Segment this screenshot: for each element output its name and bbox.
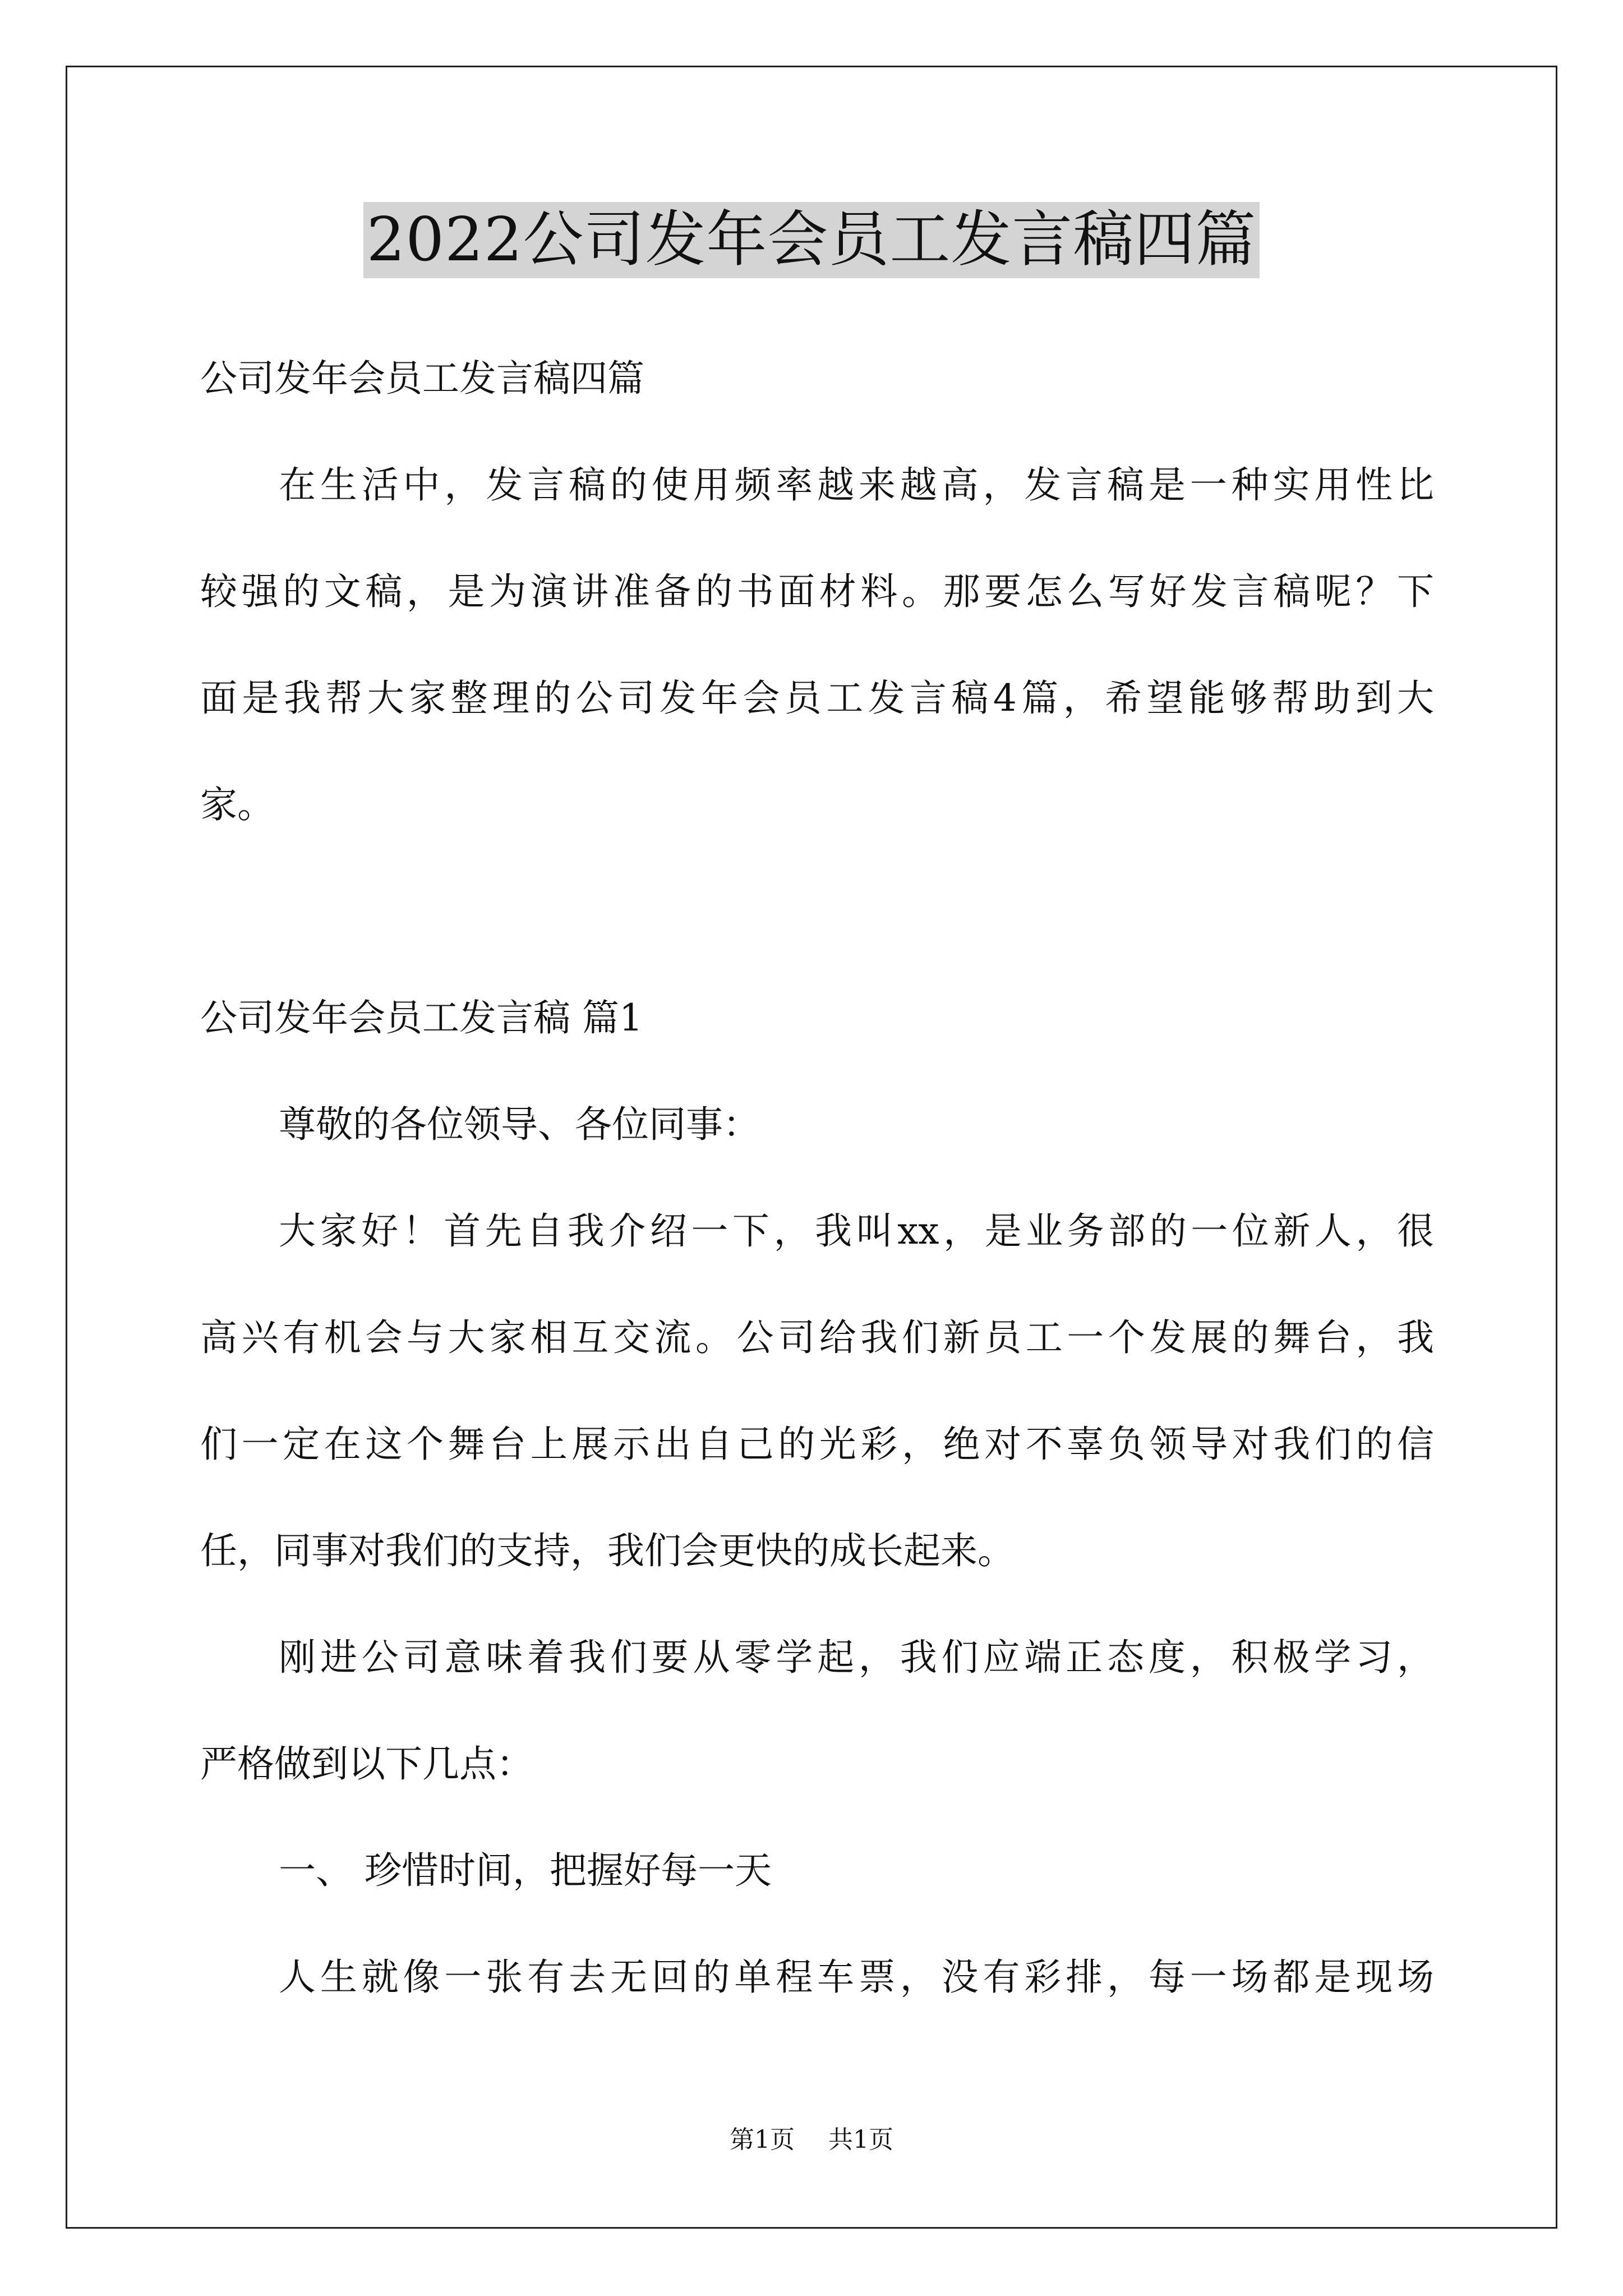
intro-line-4: 家。 xyxy=(200,783,274,826)
para1-line-3: 们一定在这个舞台上展示出自己的光彩，绝对不辜负领导对我们的信 xyxy=(200,1423,1434,1466)
intro-line-3: 面是我帮大家整理的公司发年会员工发言稿4篇，希望能够帮助到大 xyxy=(200,677,1434,720)
subtitle: 公司发年会员工发言稿四篇 xyxy=(200,357,644,400)
page-number: 第1页 xyxy=(730,2125,795,2154)
document-title: 2022公司发年会员工发言稿四篇 xyxy=(363,202,1260,278)
title-container xyxy=(0,202,1623,278)
greeting: 尊敬的各位领导、各位同事： xyxy=(279,1103,760,1146)
point-heading-1: 一、 珍惜时间，把握好每一天 xyxy=(279,1849,772,1892)
intro-line-2: 较强的文稿，是为演讲准备的书面材料。那要怎么写好发言稿呢？下 xyxy=(200,570,1434,613)
intro-line-1: 在生活中，发言稿的使用频率越来越高，发言稿是一种实用性比 xyxy=(279,463,1434,507)
para2-line-1: 刚进公司意味着我们要从零学起，我们应端正态度，积极学习， xyxy=(279,1636,1434,1679)
section-heading: 公司发年会员工发言稿 篇1 xyxy=(200,996,643,1039)
para1-line-2: 高兴有机会与大家相互交流。公司给我们新员工一个发展的舞台，我 xyxy=(200,1316,1434,1359)
para1-line-4: 任，同事对我们的支持，我们会更快的成长起来。 xyxy=(200,1529,1015,1572)
page-footer xyxy=(0,2123,1623,2157)
para3-line-1: 人生就像一张有去无回的单程车票，没有彩排，每一场都是现场 xyxy=(279,1955,1434,1999)
page-total: 共1页 xyxy=(828,2125,893,2154)
para1-line-1: 大家好！首先自我介绍一下，我叫xx，是业务部的一位新人，很 xyxy=(279,1209,1434,1253)
para2-line-2: 严格做到以下几点： xyxy=(200,1742,533,1786)
